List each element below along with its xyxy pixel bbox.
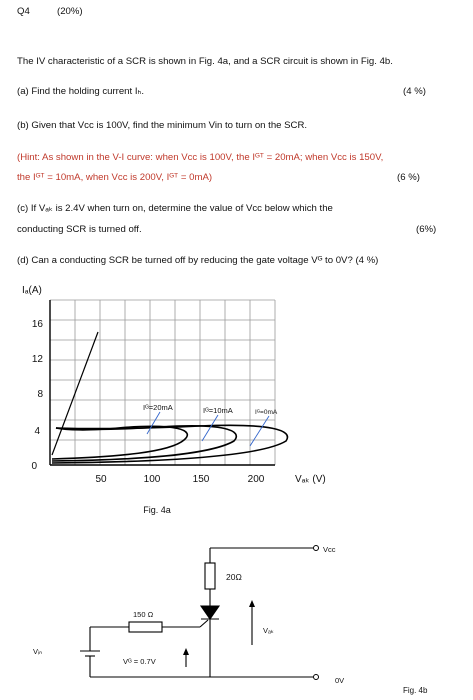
- fig-4a-caption: Fig. 4a: [143, 505, 171, 515]
- curve-label-0ma: Iᴳ=0mA: [255, 409, 278, 416]
- part-c-line-1: (c) If Vₐₖ is 2.4V when turn on, determine the value of Vcc below which the: [17, 203, 333, 214]
- curve-label-20ma: Iᴳ=20mA: [143, 403, 173, 412]
- vak-label: Vₐₖ: [263, 626, 274, 635]
- y-axis-label: Iₐ(A): [22, 285, 42, 296]
- curve-label-10ma: Iᴳ=10mA: [203, 406, 233, 415]
- y-tick-label: 8: [37, 389, 43, 400]
- vg-label: Vᴳ = 0.7V: [123, 657, 156, 666]
- vak-arrowhead: [249, 600, 255, 607]
- y-tick-label: 0: [31, 461, 37, 472]
- ground-terminal: [314, 675, 319, 680]
- y-tick-label: 16: [31, 319, 43, 330]
- hint-line-2: the Iᴳᵀ = 10mA, when Vcc is 200V, Iᴳᵀ = 0mA): [17, 172, 213, 183]
- x-tick-label: 200: [247, 474, 265, 485]
- question-number: Q4: [17, 6, 30, 17]
- x-tick-label: 100: [143, 474, 161, 485]
- load-resistor-label: 20Ω: [226, 572, 242, 582]
- gate-lead: [200, 620, 208, 627]
- part-c-marks: (6%): [416, 224, 437, 235]
- y-tick-label: 12: [31, 354, 43, 365]
- fig-4b-caption: Fig. 4b: [403, 686, 428, 695]
- question-marks: (20%): [57, 6, 83, 17]
- x-tick-label: 50: [95, 474, 107, 485]
- y-tick-label: 4: [34, 426, 40, 437]
- part-d-text: (d) Can a conducting SCR be turned off by reducing the gate voltage Vᴳ to 0V? (4 %): [17, 255, 379, 266]
- part-c-line-2: conducting SCR is turned off.: [17, 224, 142, 235]
- gate-resistor: [129, 622, 162, 632]
- vin-label: Vᵢₙ: [33, 647, 43, 656]
- question-intro: The IV characteristic of a SCR is shown in Fig. 4a, and a SCR circuit is shown in Fig. 4b.: [17, 56, 393, 67]
- ground-label: 0V: [335, 676, 345, 685]
- x-tick-label: 150: [192, 474, 210, 485]
- part-b-text: (b) Given that Vcc is 100V, find the minimum Vin to turn on the SCR.: [17, 120, 308, 131]
- scr-symbol: [201, 606, 219, 619]
- x-axis-label: Vₐₖ (V): [295, 474, 326, 485]
- vcc-label: Vᴄᴄ: [323, 545, 336, 554]
- vg-arrowhead: [183, 648, 189, 655]
- hint-line-1: (Hint: As shown in the V-I curve: when Vcc is 100V, the Iᴳᵀ = 20mA; when Vcc is 150V,: [17, 152, 384, 163]
- part-b-marks: (6 %): [397, 172, 420, 183]
- part-a-text: (a) Find the holding current Iₕ.: [17, 86, 145, 97]
- load-resistor: [205, 563, 215, 589]
- part-a-marks: (4 %): [403, 86, 426, 97]
- vcc-terminal: [314, 546, 319, 551]
- gate-resistor-label: 150 Ω: [133, 610, 154, 619]
